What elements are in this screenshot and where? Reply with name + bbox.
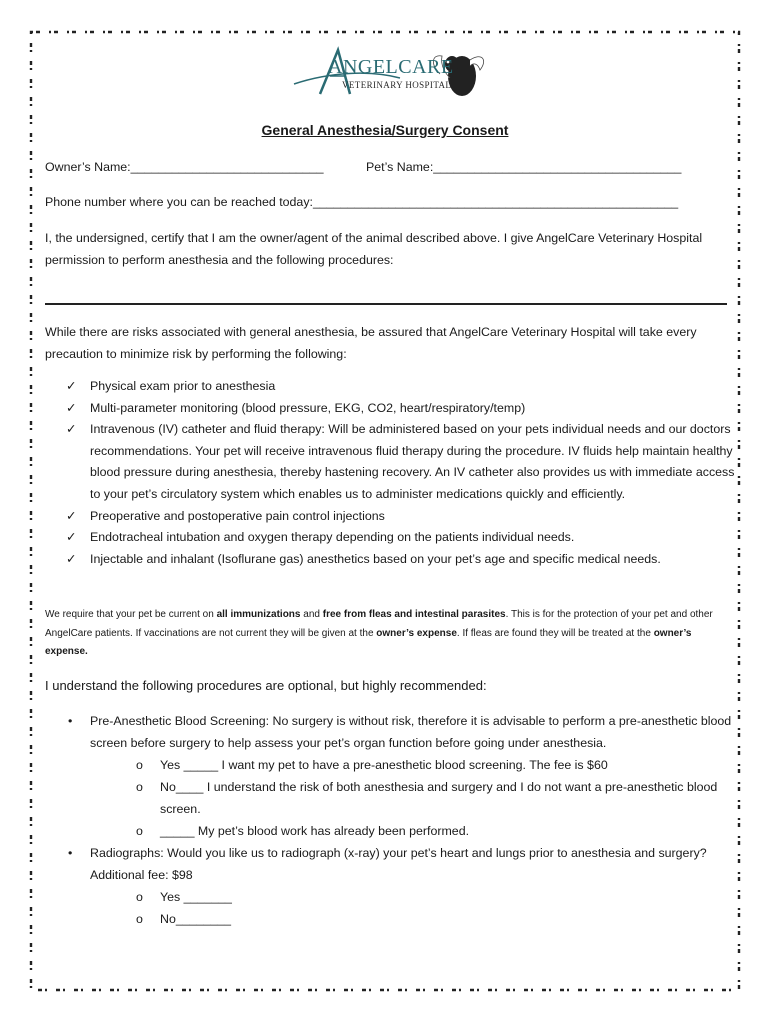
- optional-procedures-list: [66, 710, 736, 930]
- list-item: ✓ Multi-parameter monitoring (blood pressure, EKG, CO2, heart/respiratory/temp): [66, 398, 736, 420]
- radiographs-text: Radiographs: Would you like us to radiograph (x-ray) your pet’s heart and lungs prior to anesthesia and surgery? Additional fee: $98: [90, 846, 707, 882]
- circle-bullet-icon: o: [136, 824, 143, 838]
- blood-screening-text: Pre-Anesthetic Blood Screening: No surgery is without risk, therefore it is advisable to perform a pre-anesthetic blood screen before surgery to help assess your pet’s organ function before going under anesthesia.: [90, 714, 732, 750]
- checkmark-icon: ✓: [66, 530, 77, 545]
- circle-bullet-icon: o: [136, 758, 143, 772]
- list-item: ✓ Preoperative and postoperative pain control injections: [66, 506, 736, 528]
- list-item: ✓ Endotracheal intubation and oxygen therapy depending on the patients individual needs.: [66, 527, 736, 549]
- checkmark-icon: ✓: [66, 379, 77, 393]
- checkmark-icon: ✓: [66, 400, 77, 415]
- checkmark-icon: ✓: [66, 551, 77, 566]
- risk-paragraph: While there are risks associated with general anesthesia, be assured that AngelCare Veterinary Hospital will take every precaution to minimize risk by performing the following:: [45, 325, 697, 361]
- blood-option-done[interactable]: o _____ My pet’s blood work has already been performed.: [136, 820, 736, 842]
- owner-name-field[interactable]: Owner’s Name:____________________________: [45, 160, 324, 174]
- checkmark-icon: ✓: [66, 422, 77, 437]
- procedures-line[interactable]: [45, 303, 727, 305]
- radiograph-options: [90, 886, 736, 930]
- circle-bullet-icon: o: [136, 912, 143, 926]
- circle-bullet-icon: o: [136, 890, 143, 904]
- circle-bullet-icon: o: [136, 780, 143, 794]
- phone-field[interactable]: Phone number where you can be reached today:_____________________________________________________: [45, 195, 679, 209]
- list-item: ✓ Injectable and inhalant (Isoflurane gas) anesthetics based on your pet’s age and specific medical needs.: [66, 549, 736, 571]
- logo-title: ANGELCARE: [328, 56, 454, 78]
- requirements-paragraph: We require that your pet be current on all immunizations and free from fleas and intestinal parasites. This is for the protection of your pet and other AngelCare patients. If vaccinations are not current they will be given at the owner’s expense. If fleas are found they will be treated at the owner’s expense.: [45, 609, 713, 657]
- angelcare-logo: [290, 44, 490, 106]
- list-item: [66, 710, 736, 842]
- bullet-icon: •: [68, 846, 73, 860]
- blood-option-no[interactable]: o No____ I understand the risk of both anesthesia and surgery and I do not want a pre-anesthetic blood screen.: [136, 776, 736, 820]
- blood-screening-options: [90, 754, 736, 842]
- checkmark-icon: ✓: [66, 508, 77, 523]
- optional-heading: I understand the following procedures are optional, but highly recommended:: [45, 678, 487, 693]
- precautions-list: [66, 376, 736, 570]
- bullet-icon: •: [68, 714, 73, 728]
- radiograph-option-no[interactable]: o No________: [136, 908, 736, 930]
- radiograph-option-yes[interactable]: o Yes _______: [136, 886, 736, 908]
- list-item: ✓ Intravenous (IV) catheter and fluid therapy: Will be administered based on your pets individual needs and our doctors recommendations. Your pet will receive intravenous fluid therapy during the procedure. IV fluids help maintain healthy blood pressure during anesthesia, thereby hastening recovery. An IV catheter also provides us with immediate access to your pet’s circulatory system which enables us to administer medications quickly and efficiently.: [66, 419, 736, 505]
- blood-option-yes[interactable]: o Yes _____ I want my pet to have a pre-anesthetic blood screening. The fee is $60: [136, 754, 736, 776]
- intro-paragraph: I, the undersigned, certify that I am the owner/agent of the animal described above. I give AngelCare Veterinary Hospital permission to perform anesthesia and the following procedures:: [45, 231, 703, 267]
- list-item: ✓ Physical exam prior to anesthesia: [66, 376, 736, 398]
- page-title: General Anesthesia/Surgery Consent: [261, 122, 509, 138]
- list-item: [66, 842, 736, 930]
- pet-name-field[interactable]: Pet’s Name:____________________________________: [366, 160, 682, 174]
- logo-subtitle: VETERINARY HOSPITAL: [342, 80, 452, 90]
